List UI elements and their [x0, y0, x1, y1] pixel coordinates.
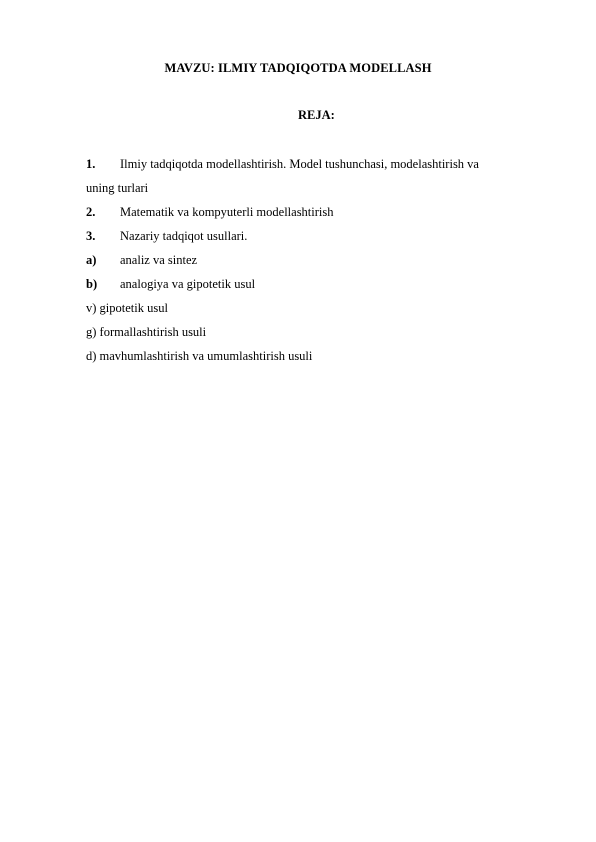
item-number: 2.	[86, 205, 96, 219]
list-item	[86, 248, 536, 272]
list-item	[86, 272, 536, 296]
plan-list	[86, 152, 536, 368]
plain-line: g) formallashtirish usuli	[86, 325, 207, 339]
item-number: b)	[86, 277, 98, 291]
item-text: analiz va sintez	[120, 253, 198, 267]
item-text: Matematik va kompyuterli modellashtirish	[120, 205, 334, 219]
list-item	[86, 224, 536, 248]
item-text: Ilmiy tadqiqotda modellashtirish. Model tushunchasi, modelashtirish va	[120, 157, 479, 171]
list-item	[86, 200, 536, 224]
list-item	[86, 152, 536, 176]
plain-line: d) mavhumlashtirish va umumlashtirish usuli	[86, 349, 313, 363]
plan-heading: REJA:	[298, 108, 335, 122]
item-number: a)	[86, 253, 97, 267]
item-text: Nazariy tadqiqot usullari.	[120, 229, 248, 243]
document-title: MAVZU: ILMIY TADQIQOTDA MODELLASH	[164, 61, 432, 75]
item-continuation: uning turlari	[86, 181, 149, 195]
item-number: 1.	[86, 157, 96, 171]
item-text: analogiya va gipotetik usul	[120, 277, 256, 291]
plain-line: v) gipotetik usul	[86, 301, 168, 315]
item-number: 3.	[86, 229, 96, 243]
